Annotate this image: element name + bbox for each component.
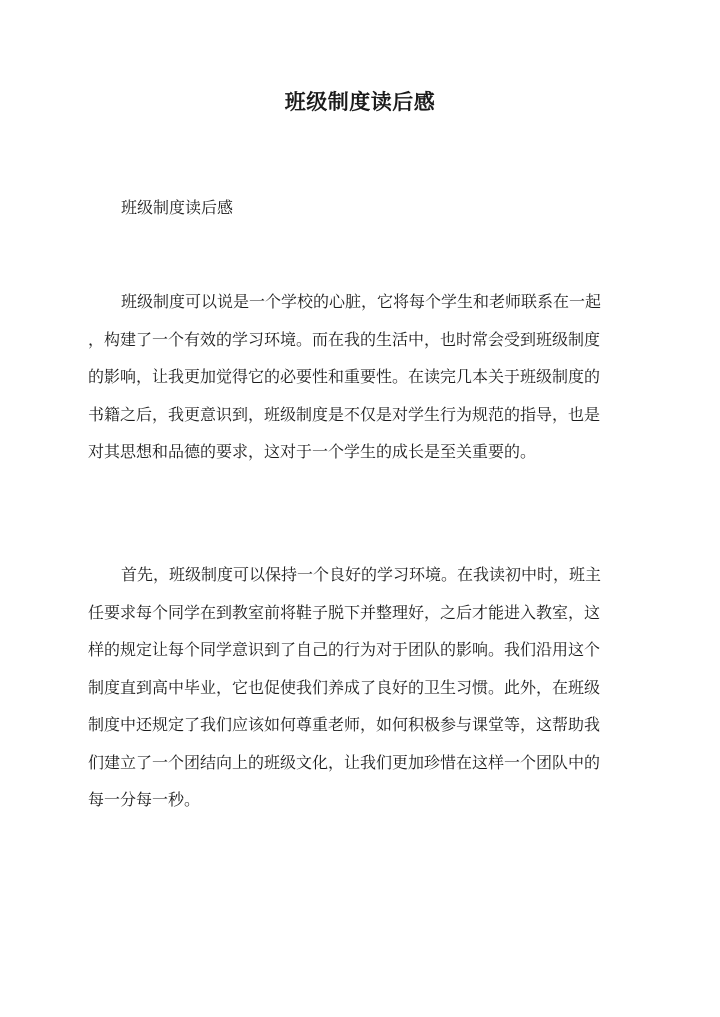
paragraph-line: 班级制度可以说是一个学校的心脏，它将每个学生和老师联系在一起 bbox=[121, 292, 602, 311]
paragraph-line: 对其思想和品德的要求，这对于一个学生的成长是至关重要的。 bbox=[88, 442, 537, 461]
paragraph-line: 书籍之后，我更意识到，班级制度是不仅是对学生行为规范的指导，也是 bbox=[88, 404, 601, 424]
paragraph-line: 任要求每个同学在到教室前将鞋子脱下并整理好，之后才能进入教室，这 bbox=[88, 602, 601, 622]
paragraph-line: 们建立了一个团结向上的班级文化，让我们更加珍惜在这样一个团队中的 bbox=[88, 752, 601, 772]
paragraph-line: 首先，班级制度可以保持一个良好的学习环境。在我读初中时，班主 bbox=[121, 565, 602, 584]
paragraph-line: 制度中还规定了我们应该如何尊重老师，如何积极参与课堂等，这帮助我 bbox=[88, 715, 601, 734]
paragraph-1 bbox=[88, 289, 634, 477]
paragraph-line: 制度直到高中毕业，它也促使我们养成了良好的卫生习惯。此外，在班级 bbox=[88, 677, 601, 697]
paragraph-line: 样的规定让每个同学意识到了自己的行为对于团队的影响。我们沿用这个 bbox=[88, 640, 601, 659]
paragraph-line: ，构建了一个有效的学习环境。而在我的生活中，也时常会受到班级制度 bbox=[88, 329, 601, 349]
paragraph-line: 的影响，让我更加觉得它的必要性和重要性。在读完几本关于班级制度的 bbox=[88, 367, 601, 386]
document-subtitle: 班级制度读后感 bbox=[121, 198, 234, 217]
paragraph-2 bbox=[88, 562, 634, 825]
paragraph-line: 每一分每一秒。 bbox=[88, 790, 201, 809]
document-title: 班级制度读后感 bbox=[284, 89, 436, 114]
